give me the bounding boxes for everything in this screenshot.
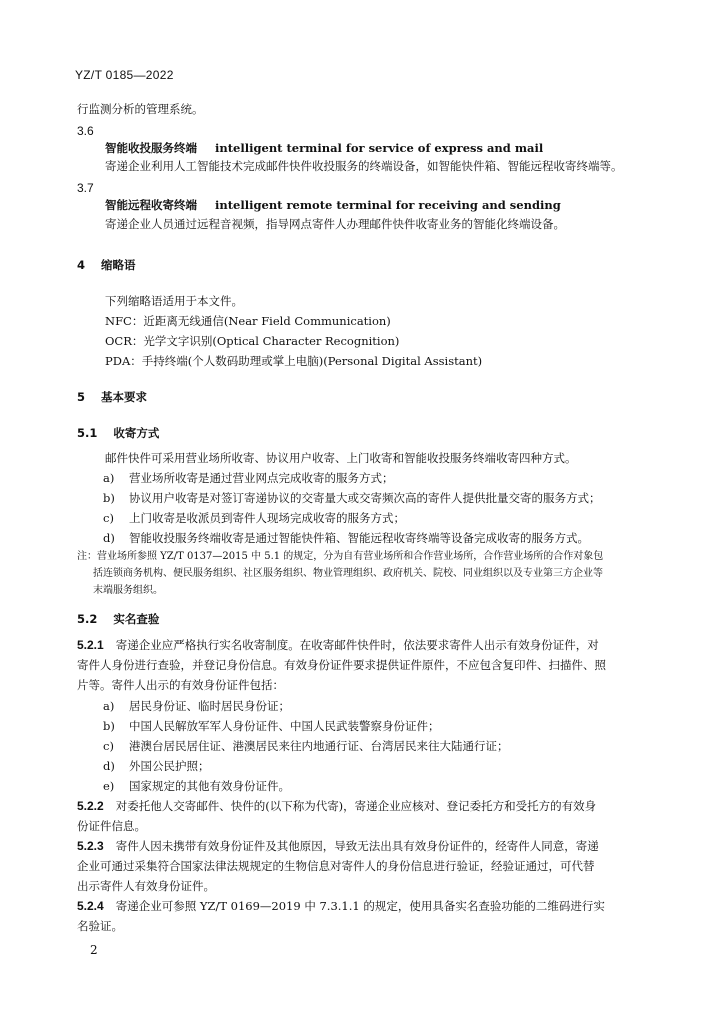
clause-number: 5.2.1	[77, 638, 104, 652]
section-heading: 4 缩略语	[77, 258, 136, 272]
note-line: 末端服务组织。	[93, 585, 163, 596]
continued-text: 行监测分析的管理系统。	[77, 102, 204, 116]
term-definition: 寄递企业人员通过远程音视频，指导网点寄件人办理邮件快件收寄业务的智能化终端设备。	[105, 217, 565, 231]
clause-line: 5.2.4 寄递企业可参照 YZ/T 0169—2019 中 7.3.1.1 的规定，使用具备实名查验功能的二维码进行实	[77, 899, 605, 913]
clause-line: 出示寄件人有效身份证件。	[77, 879, 215, 893]
subsection-heading: 5.1 收寄方式	[77, 426, 160, 440]
clause-line: 名验证。	[77, 919, 123, 933]
term-heading	[105, 197, 561, 213]
list-item: a) 居民身份证、临时居民身份证；	[103, 699, 290, 713]
clause-number: 5.2.4	[77, 899, 104, 913]
paragraph: 邮件快件可采用营业场所收寄、协议用户收寄、上门收寄和智能收投服务终端收寄四种方式。	[105, 451, 577, 465]
paragraph: 下列缩略语适用于本文件。	[105, 294, 243, 308]
list-item: b) 协议用户收寄是对签订寄递协议的交寄量大或交寄频次高的寄件人提供批量交寄的服务方式；	[103, 491, 601, 505]
clause-line: 5.2.1 寄递企业应严格执行实名收寄制度。在收寄邮件快件时，依法要求寄件人出示有效身份证件，对	[77, 638, 599, 652]
list-item: d) 外国公民护照；	[103, 759, 210, 773]
clause-line: 寄件人身份进行查验，并登记身份信息。有效身份证件要求提供证件原件，不应包含复印件、扫描件、照	[77, 658, 606, 672]
abbreviation-item: OCR：光学文字识别(Optical Character Recognition)	[105, 334, 400, 348]
term-definition: 寄递企业利用人工智能技术完成邮件快件收投服务的终端设备，如智能快件箱、智能远程收寄终端等。	[105, 159, 623, 173]
subsection-heading: 5.2 实名查验	[77, 612, 160, 626]
list-item: c) 上门收寄是收派员到寄件人现场完成收寄的服务方式；	[103, 511, 405, 525]
clause-number: 5.2.3	[77, 839, 104, 853]
clause-line: 企业可通过采集符合国家法律法规规定的生物信息对寄件人的身份信息进行验证，经验证通过，可代替	[77, 859, 595, 873]
list-item: d) 智能收投服务终端收寄是通过智能快件箱、智能远程收寄终端等设备完成收寄的服务方式。	[103, 531, 589, 545]
abbreviation-item: PDA：手持终端(个人数码助理或掌上电脑)(Personal Digital Assistant)	[105, 354, 483, 368]
term-number: 3.6	[77, 124, 94, 138]
note-line: 括连锁商务机构、便民服务组织、社区服务组织、物业管理组织、政府机关、院校、同业组织以及专业第三方企业等	[93, 568, 603, 579]
abbreviation-item: NFC：近距离无线通信(Near Field Communication)	[105, 314, 391, 328]
clause-line: 份证件信息。	[77, 819, 146, 833]
clause-number: 5.2.2	[77, 799, 104, 813]
list-item: a) 营业场所收寄是通过营业网点完成收寄的服务方式；	[103, 471, 394, 485]
list-item: e) 国家规定的其他有效身份证件。	[103, 779, 290, 793]
clause-line: 5.2.3 寄件人因未携带有效身份证件及其他原因，导致无法出具有效身份证件的，经寄件人同意，寄递	[77, 839, 599, 853]
term-en: intelligent remote terminal for receiving and sending	[215, 198, 561, 212]
term-heading	[105, 140, 543, 156]
section-heading: 5 基本要求	[77, 390, 148, 404]
standard-id-header: YZ/T 0185—2022	[75, 68, 174, 82]
clause-line: 片等。寄件人出示的有效身份证件包括：	[77, 678, 284, 692]
term-number: 3.7	[77, 181, 94, 195]
term-zh: 智能远程收寄终端	[105, 198, 197, 212]
list-item: b) 中国人民解放军军人身份证件、中国人民武装警察身份证件；	[103, 719, 440, 733]
term-en: intelligent terminal for service of express and mail	[215, 141, 544, 155]
term-zh: 智能收投服务终端	[105, 141, 197, 155]
page-number: 2	[90, 943, 98, 957]
list-item: c) 港澳台居民居住证、港澳居民来往内地通行证、台湾居民来往大陆通行证；	[103, 739, 509, 753]
note-line: 注：营业场所参照 YZ/T 0137—2015 中 5.1 的规定，分为自有营业场所和合作营业场所，合作营业场所的合作对象包	[77, 551, 604, 562]
clause-line: 5.2.2 对委托他人交寄邮件、快件的(以下称为代寄)，寄递企业应核对、登记委托方和受托方的有效身	[77, 799, 597, 813]
